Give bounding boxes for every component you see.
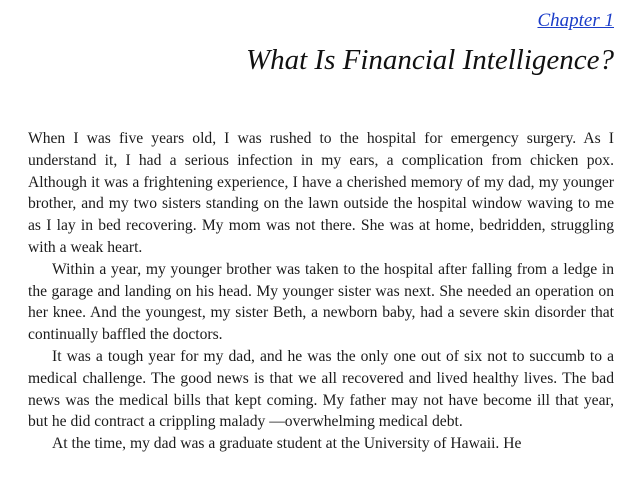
- paragraph: When I was five years old, I was rushed to the hospital for emergency surgery. As I understand it, I had a serious infection in my ears, a complication from chicken pox. Although it was a frightening experience, I have a cherished memory of my dad, my younger brother, and my two sisters standing on the lawn outside the hospital window waving to me as I lay in bed recovering. My mom was not there. She was at home, bedridden, struggling with a weak heart.: [28, 130, 614, 256]
- chapter-title: What Is Financial Intelligence?: [245, 44, 614, 76]
- paragraph: It was a tough year for my dad, and he was the only one out of six not to succumb to a medical challenge. The good news is that we all recovered and lived healthy lives. The bad news was the medical bills that kept coming. My father may not have become ill that year, but he did contract a crippling malady —overwhelming medical debt.: [28, 347, 614, 431]
- chapter-link[interactable]: Chapter 1: [537, 10, 614, 31]
- paragraph: At the time, my dad was a graduate student at the University of Hawaii. He: [52, 435, 522, 453]
- body-text: [28, 128, 614, 455]
- paragraph: Within a year, my younger brother was taken to the hospital after falling from a ledge in the garage and landing on his head. My younger sister was next. She needed an operation on her knee. And the youngest, my sister Beth, a newborn baby, had a severe skin disorder that continually baffled the doctors.: [28, 260, 614, 344]
